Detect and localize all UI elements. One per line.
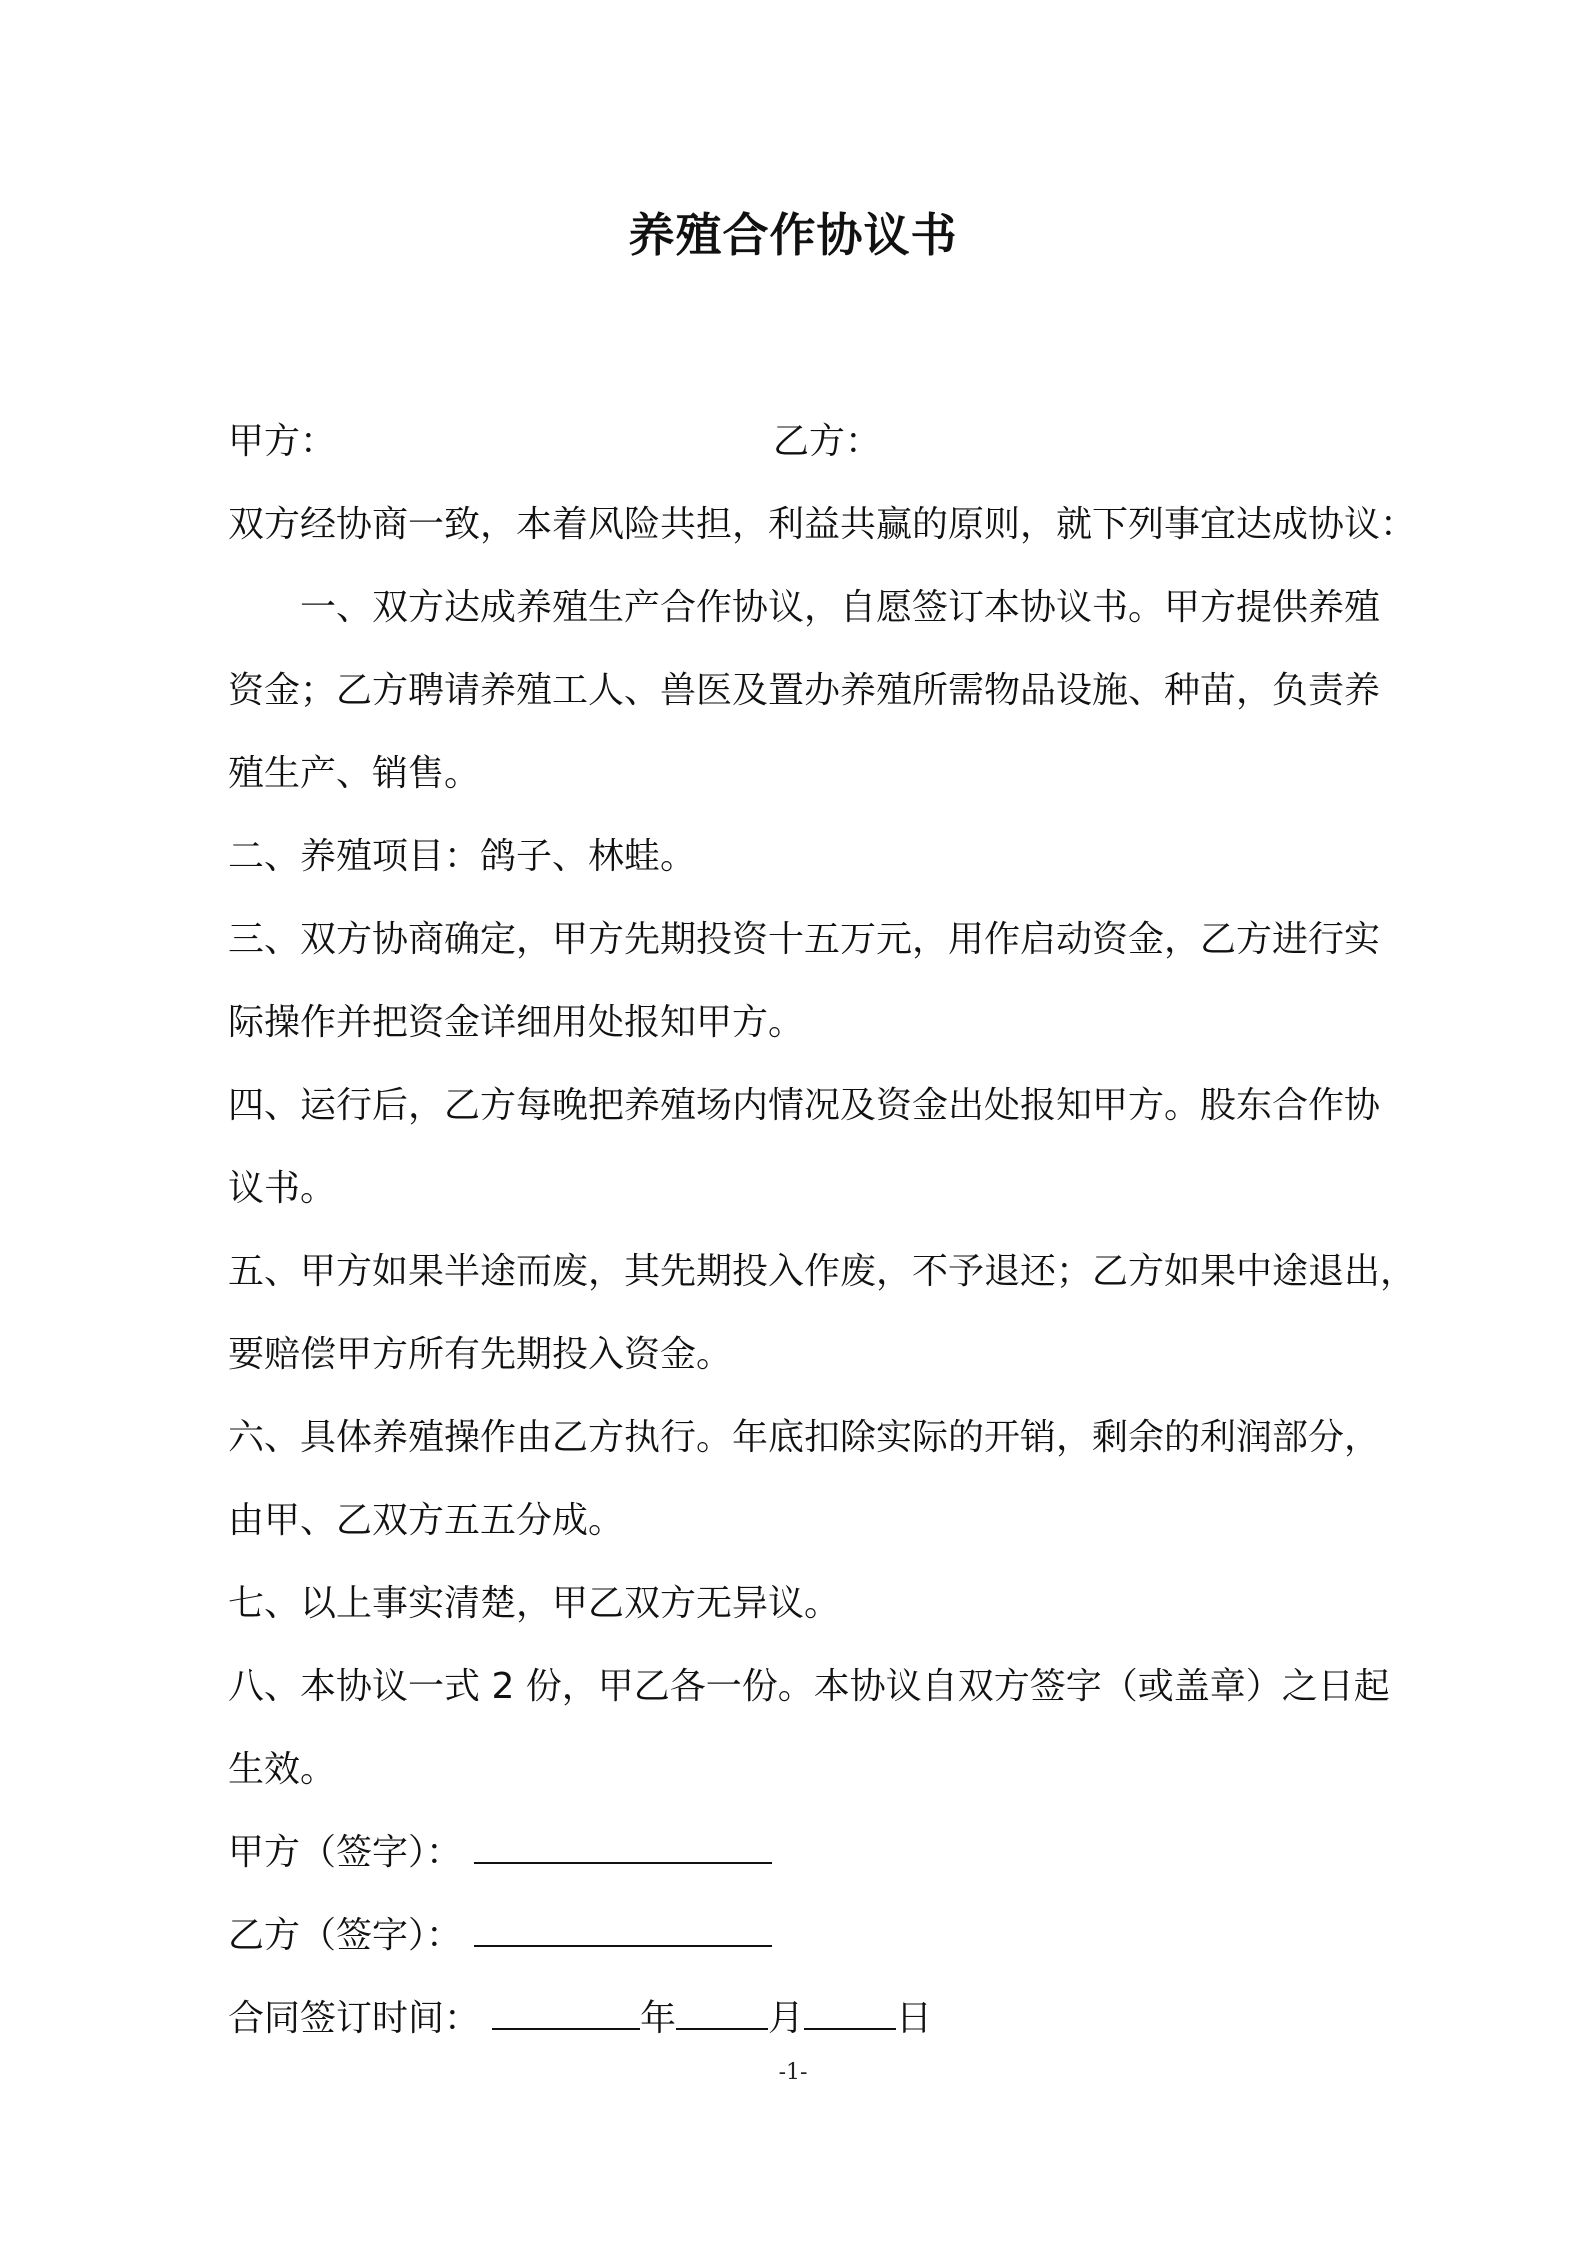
clause-5-line-2: 要赔偿甲方所有先期投入资金。 [228, 1334, 733, 1375]
clause-5-line-1: 五、甲方如果半途而废，其先期投入作废，不予退还；乙方如果中途退出， [228, 1251, 1417, 1292]
page-number: -1- [778, 2060, 808, 2085]
party-a-signature-label: 甲方（签字）： [228, 1832, 463, 1873]
intro-paragraph: 双方经协商一致，本着风险共担，利益共赢的原则，就下列事宜达成协议： [228, 504, 1417, 545]
clause-8-line-1: 八、本协议一式 2 份，甲乙各一份。本协议自双方签字（或盖章）之日起 [228, 1666, 1390, 1707]
party-b-signature-row [228, 1894, 1428, 1977]
month-label: 月 [768, 1998, 805, 2039]
signing-date-row [228, 1977, 1428, 2060]
clause-2-line-1: 二、养殖项目：鸽子、林蛙。 [228, 836, 697, 877]
clause-1-line-3: 殖生产、销售。 [228, 753, 481, 794]
document-body [228, 400, 1428, 2060]
party-b-signature-label: 乙方（签字）： [228, 1915, 463, 1956]
signing-date-label: 合同签订时间： [228, 1998, 481, 2039]
party-b-label: 乙方： [773, 421, 882, 462]
party-a-signature-blank[interactable] [474, 1814, 772, 1864]
clause-1-line-2: 资金；乙方聘请养殖工人、兽医及置办养殖所需物品设施、种苗，负责养 [228, 670, 1381, 711]
clause-1-line-1: 一、双方达成养殖生产合作协议，自愿签订本协议书。甲方提供养殖 [300, 587, 1381, 628]
year-blank[interactable] [492, 1980, 640, 2030]
year-label: 年 [640, 1998, 677, 2039]
clause-3-line-1: 三、双方协商确定，甲方先期投资十五万元，用作启动资金，乙方进行实 [228, 919, 1381, 960]
document-title: 养殖合作协议书 [628, 208, 958, 262]
month-blank[interactable] [676, 1980, 768, 2030]
clause-6-line-1: 六、具体养殖操作由乙方执行。年底扣除实际的开销，剩余的利润部分， [228, 1417, 1381, 1458]
clause-4-line-2: 议书。 [228, 1168, 337, 1209]
clause-8-line-2: 生效。 [228, 1749, 337, 1790]
clause-7-line-1: 七、以上事实清楚，甲乙双方无异议。 [228, 1583, 841, 1624]
day-blank[interactable] [804, 1980, 896, 2030]
day-label: 日 [896, 1998, 933, 2039]
party-a-label: 甲方： [228, 421, 337, 462]
clause-4-line-1: 四、运行后，乙方每晚把养殖场内情况及资金出处报知甲方。股东合作协 [228, 1085, 1381, 1126]
clause-6-line-2: 由甲、乙双方五五分成。 [228, 1500, 625, 1541]
party-b-signature-blank[interactable] [474, 1897, 772, 1947]
parties-row [228, 400, 1428, 483]
party-a-signature-row [228, 1811, 1428, 1894]
clause-3-line-2: 际操作并把资金详细用处报知甲方。 [228, 1002, 805, 1043]
